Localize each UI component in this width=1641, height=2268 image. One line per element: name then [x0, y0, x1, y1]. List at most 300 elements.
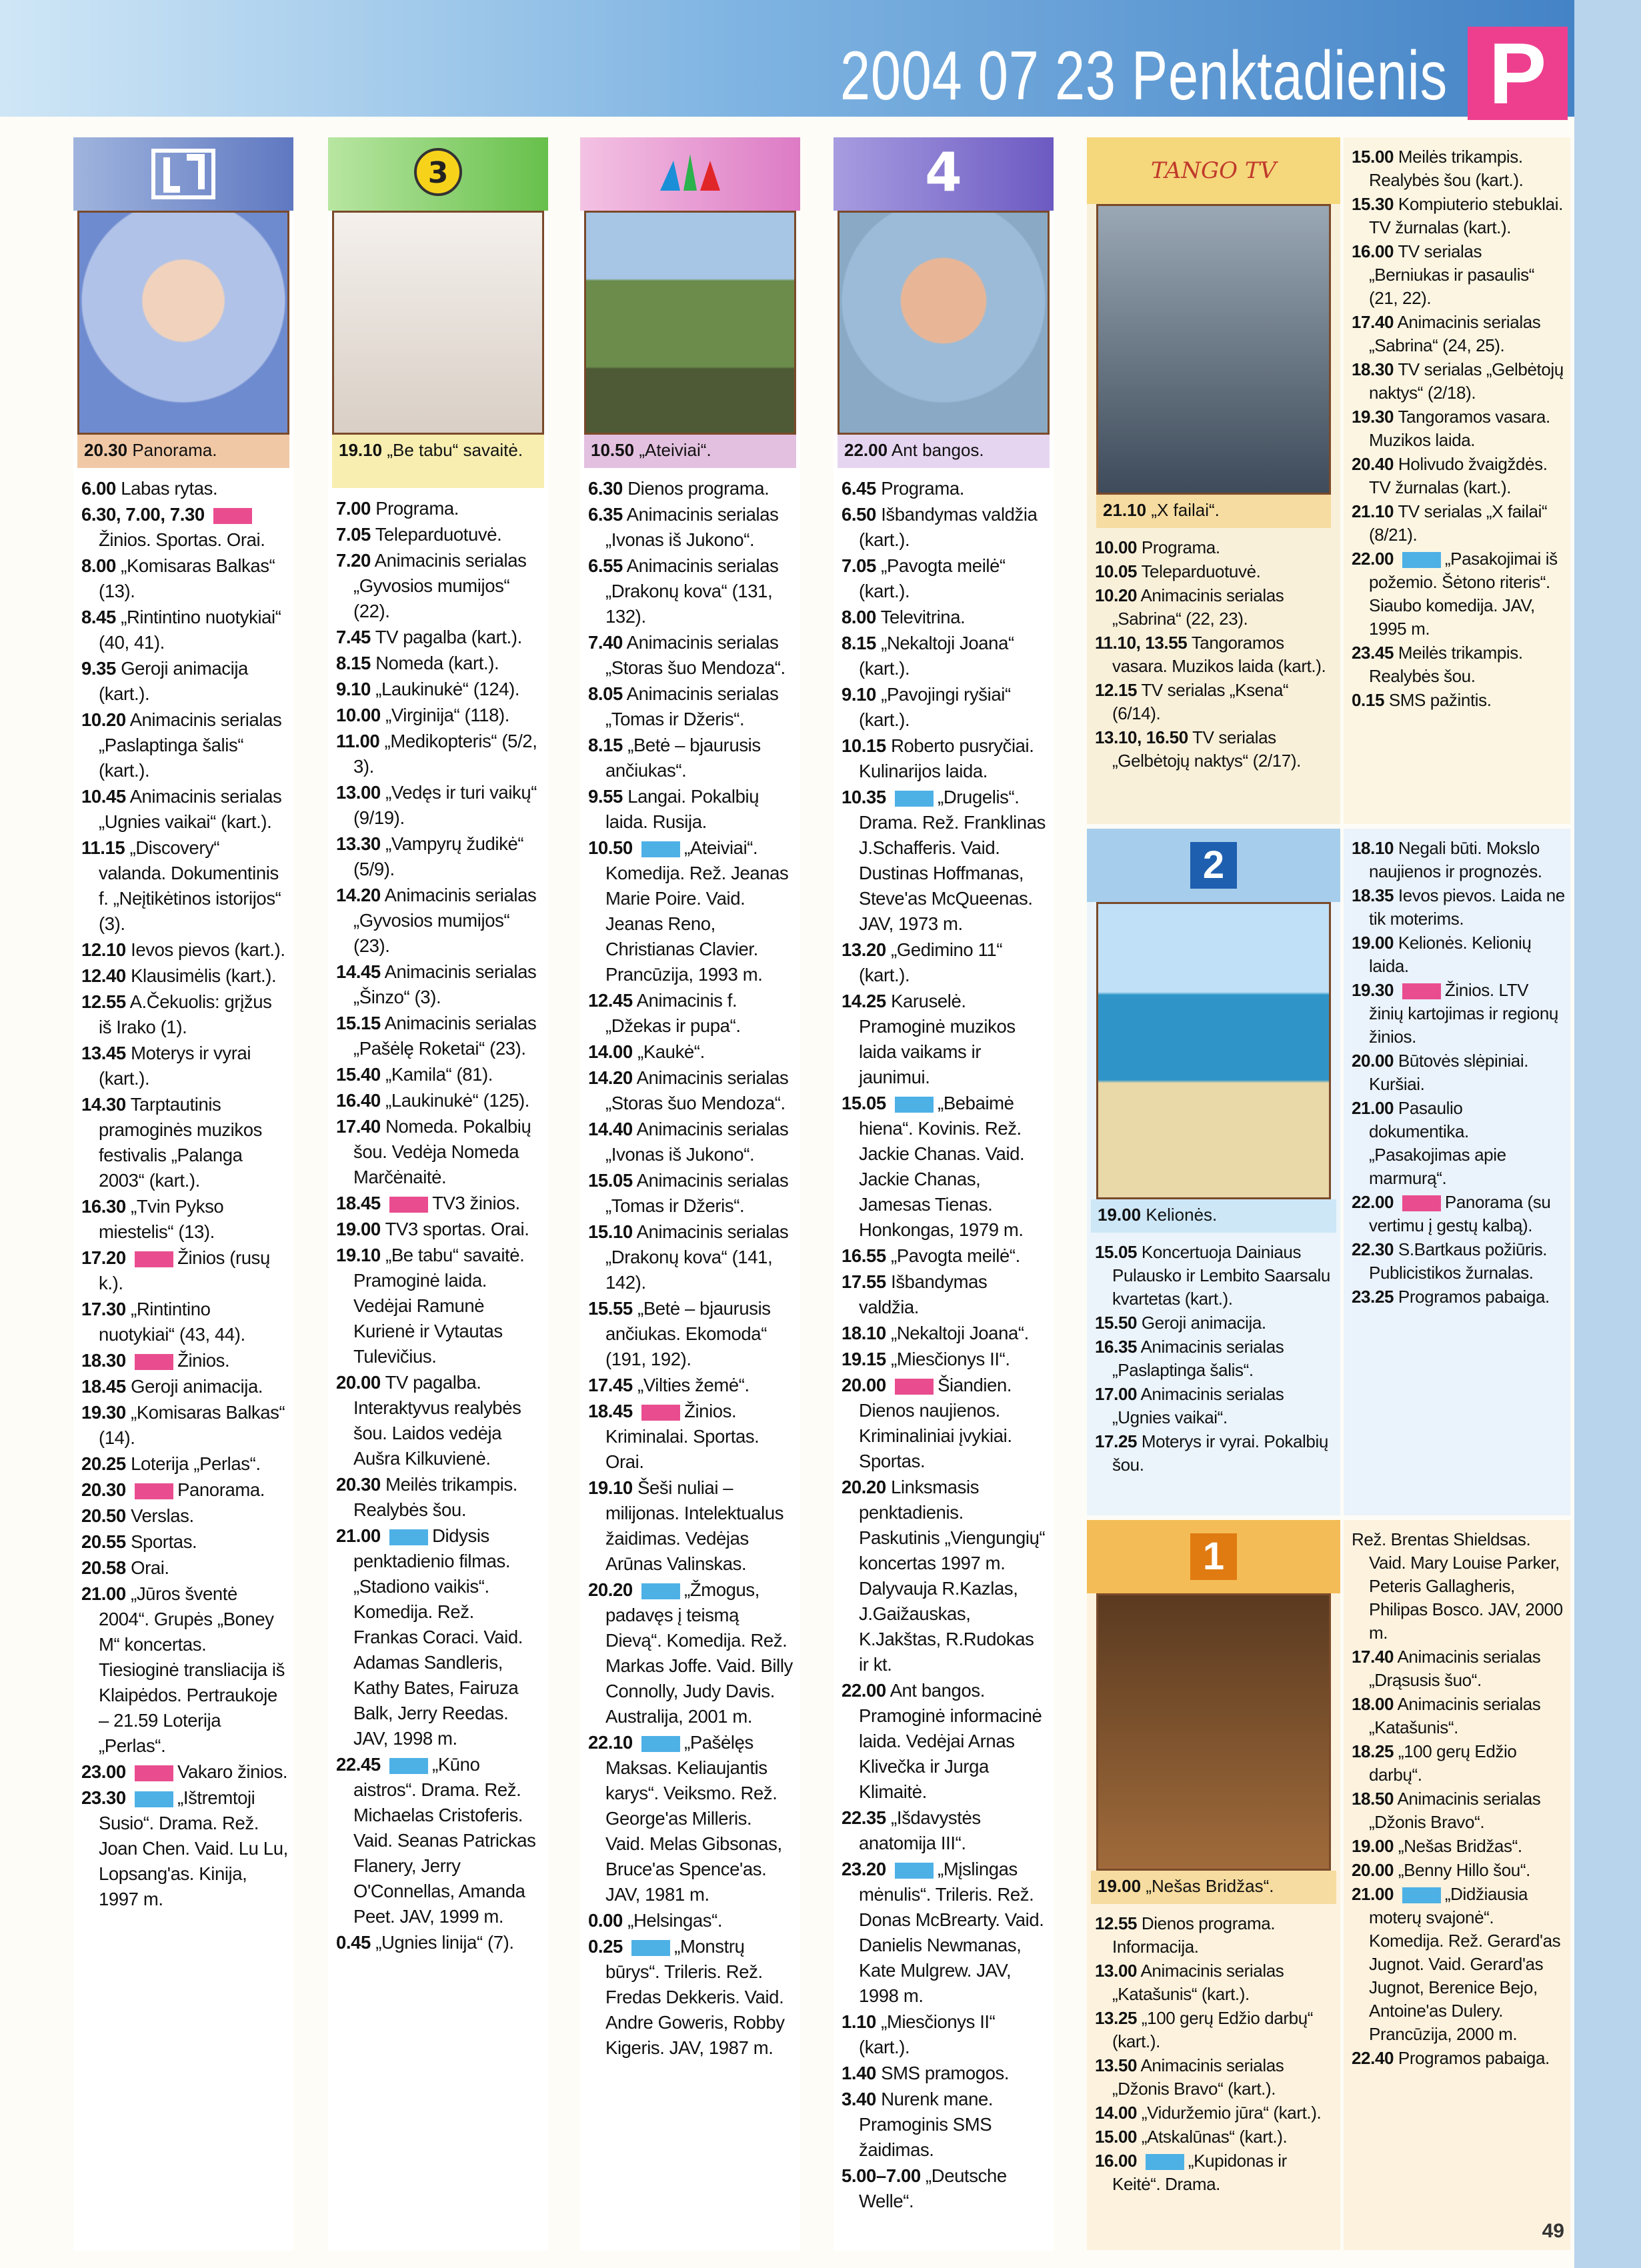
programme-entry — [1352, 1528, 1565, 1645]
programme-entry — [842, 2061, 1048, 2086]
programme-entry — [842, 1475, 1048, 1677]
show-photo — [332, 211, 544, 435]
programme-time: 10.20 — [81, 709, 126, 730]
news-badge-icon — [135, 1765, 173, 1781]
tv3-logo — [328, 137, 548, 211]
programme-entry — [336, 1088, 543, 1113]
programme-time: 12.15 — [1095, 680, 1138, 700]
programme-entry — [842, 1347, 1048, 1372]
programme-title: „Didžiausia moterų svajonė“. Komedija. Rež. Gerard'as Jugnot. Vaid. Gerard'as Jugnot, Berenice Bejo, Antoine'as Dulery. Prancūzija, 2000 m. — [1369, 1884, 1561, 2044]
programme-time: 6.35 — [588, 504, 623, 525]
programme-time: 18.35 — [1352, 885, 1394, 905]
schedule-list — [580, 468, 800, 2061]
programme-title: Roberto pusryčiai. Kulinarijos laida. — [859, 735, 1034, 781]
programme-title: TV pagalba. Interaktyvus realybės šou. Laidos vedėja Aušra Kilkuvienė. — [353, 1372, 521, 1469]
schedule-list — [1344, 137, 1570, 712]
programme-time: 18.45 — [81, 1376, 126, 1397]
programme-entry — [1352, 979, 1565, 1049]
programme-time: 20.25 — [81, 1453, 126, 1474]
programme-title: Programa. — [375, 498, 459, 519]
programme-entry — [81, 835, 288, 937]
programme-entry — [336, 729, 543, 779]
programme-title: Moterys ir vyrai (kart.). — [99, 1043, 251, 1089]
programme-entry — [842, 1321, 1048, 1346]
programme-time: 18.10 — [1352, 838, 1394, 858]
programme-time: 15.00 — [1095, 2127, 1138, 2147]
programme-time: 0.25 — [588, 1936, 623, 1957]
programme-time: 19.30 — [1352, 980, 1394, 1000]
programme-time: 14.00 — [1095, 2103, 1138, 2123]
svg-text:4: 4 — [925, 144, 962, 203]
programme-time: 16.35 — [1095, 1337, 1138, 1357]
programme-time: 6.30 — [588, 478, 623, 499]
programme-entry — [336, 1472, 543, 1523]
programme-entry — [842, 2163, 1048, 2214]
programme-title: „Nekaltoji Joana“. — [891, 1323, 1029, 1343]
programme-entry — [1095, 2101, 1335, 2125]
programme-title: TV serialas „Gelbėtojų naktys“ (2/17). — [1112, 727, 1301, 771]
programme-time: 18.10 — [842, 1323, 886, 1343]
film-badge-icon — [1146, 2154, 1184, 2170]
show-photo — [1096, 204, 1331, 495]
programme-title: „Vampyrų žudikė“ (5/9). — [353, 833, 524, 879]
programme-entry — [1352, 931, 1565, 978]
programme-time: 9.55 — [588, 786, 623, 807]
programme-entry — [81, 1348, 288, 1373]
programme-time: 18.45 — [588, 1401, 633, 1421]
programme-title: TV3 žinios. — [432, 1193, 520, 1213]
channel-box-tango-continued — [1344, 137, 1570, 824]
programme-entry — [81, 1555, 288, 1581]
programme-title: Ant bangos. Pramoginė informacinė laida. Vedėjai Arnas Klivečka ir Jurga Klimaitė. — [859, 1680, 1042, 1802]
programme-entry — [1352, 1645, 1565, 1692]
programme-time: 0.45 — [336, 1932, 371, 1953]
programme-title: Nomeda. Pokalbių šou. Vedėja Nomeda Marčėnaitė. — [353, 1116, 531, 1187]
programme-time: 20.30 — [81, 1479, 126, 1500]
programme-entry — [1095, 1241, 1335, 1311]
programme-title: Animacinis serialas „Ivonas iš Jukono“. — [605, 1119, 789, 1165]
programme-time: 12.10 — [81, 939, 126, 960]
programme-title: TV serialas „Gelbėtojų naktys“ (2/18). — [1369, 359, 1564, 403]
programme-time: 20.55 — [81, 1531, 126, 1552]
programme-title: Tangoramos vasara. Muzikos laida (kart.). — [1112, 633, 1326, 676]
programme-entry — [842, 682, 1048, 733]
programme-entry — [336, 522, 543, 547]
programme-title: Žinios. Kriminalai. Sportas. Orai. — [605, 1401, 759, 1472]
programme-title: S.Bartkaus požiūris. Publicistikos žurnalas. — [1369, 1239, 1548, 1283]
programme-title: Nomeda (kart.). — [375, 653, 499, 673]
programme-time: 20.58 — [81, 1557, 126, 1578]
programme-entry — [1352, 500, 1565, 547]
programme-entry — [842, 605, 1048, 630]
programme-entry — [81, 1194, 288, 1245]
programme-title: „Vilties žemė“. — [637, 1375, 749, 1395]
film-badge-icon — [1402, 1887, 1441, 1903]
programme-title: Loterija „Perlas“. — [131, 1453, 261, 1474]
programme-entry — [842, 1678, 1048, 1805]
programme-entry — [1352, 1835, 1565, 1858]
programme-title: Negali būti. Mokslo naujienos ir prognozės. — [1369, 838, 1542, 881]
programme-title: Kelionės. Kelionių laida. — [1369, 933, 1532, 976]
programme-entry — [588, 476, 795, 501]
programme-time: 8.45 — [81, 607, 116, 627]
programme-time: 15.30 — [1352, 194, 1394, 214]
programme-time: 22.10 — [588, 1732, 633, 1753]
programme-title: „Žmogus, padavęs į teismą Dievą“. Komedija. Rež. Markas Joffe. Vaid. Billy Connolly, Judy Davis. Australija, 2001 m. — [605, 1579, 793, 1727]
programme-title: Vakaro žinios. — [177, 1761, 288, 1782]
programme-entry — [1352, 1049, 1565, 1096]
film-badge-icon — [895, 1097, 934, 1113]
programme-entry — [588, 1168, 795, 1219]
programme-entry — [1352, 1191, 1565, 1237]
schedule-list — [1087, 528, 1340, 773]
programme-time: 17.40 — [1352, 1647, 1394, 1667]
programme-time: 8.00 — [842, 607, 876, 627]
programme-time: 21.00 — [1352, 1884, 1394, 1904]
programme-title: „Kamila“ (81). — [385, 1064, 493, 1085]
programme-entry — [842, 733, 1048, 784]
programme-title: Šeši nuliai – milijonas. Intelektualus žaidimas. Vedėjas Arūnas Valinskas. — [605, 1477, 784, 1574]
programme-entry — [81, 553, 288, 604]
programme-entry — [336, 703, 543, 728]
programme-time: 22.45 — [336, 1754, 381, 1775]
programme-title: Langai. Pokalbių laida. Rusija. — [605, 786, 759, 832]
day-letter-badge: P — [1468, 27, 1568, 120]
programme-time: 21.00 — [81, 1583, 126, 1604]
programme-title: Moterys ir vyrai. Pokalbių šou. — [1112, 1431, 1328, 1475]
programme-time: 20.40 — [1352, 454, 1394, 474]
photo-caption: 10.50 „Ateiviai“. — [584, 435, 796, 468]
programme-title: Animacinis serialas „Gyvosios mumijos“ (23). — [353, 885, 537, 956]
programme-entry — [1095, 2007, 1335, 2053]
channel-box-ltv2-continued — [1344, 829, 1570, 1515]
programme-entry — [81, 1297, 288, 1347]
news-badge-icon — [135, 1483, 173, 1499]
programme-entry — [336, 1523, 543, 1751]
programme-entry — [1095, 2125, 1335, 2149]
channel-column-tv3 — [328, 137, 548, 2251]
programme-title: Animacinis serialas „Katašunis“. — [1369, 1694, 1541, 1737]
programme-entry — [1352, 145, 1565, 192]
programme-time: 22.30 — [1352, 1239, 1394, 1259]
programme-time: 14.20 — [336, 885, 381, 905]
programme-title: „Atskalūnas“ (kart.). — [1141, 2127, 1288, 2147]
programme-title: SMS pažintis. — [1388, 690, 1492, 710]
programme-time: 9.10 — [842, 684, 876, 705]
programme-title: „Miesčionys II“ (kart.). — [859, 2011, 996, 2057]
programme-entry — [1095, 631, 1335, 678]
programme-entry — [81, 937, 288, 963]
programme-title: Animacinis serialas „Drakonų kova“ (131, 132). — [605, 555, 779, 627]
programme-time: 20.00 — [1352, 1051, 1394, 1071]
film-badge-icon — [895, 791, 934, 807]
programme-title: Animacinis serialas „Tomas ir Džeris“. — [605, 683, 779, 729]
schedule-list — [1087, 1904, 1340, 2196]
programme-title: „Medikopteris“ (5/2, 3). — [353, 731, 537, 777]
programme-entry — [1352, 1238, 1565, 1285]
programme-entry — [842, 502, 1048, 553]
programme-time: 3.40 — [842, 2089, 876, 2109]
programme-title: „Pavojingi ryšiai“ (kart.). — [859, 684, 1011, 730]
programme-title: Kompiuterio stebuklai. TV žurnalas (kart.). — [1369, 194, 1563, 237]
programme-time: 15.05 — [842, 1093, 886, 1113]
news-badge-icon — [135, 1251, 173, 1267]
programme-time: 8.05 — [588, 683, 623, 704]
programme-time: 1.40 — [842, 2063, 876, 2083]
programme-time: 12.45 — [588, 990, 633, 1011]
photo-caption: 21.10 „X failai“. — [1096, 495, 1331, 528]
programme-time: 13.45 — [81, 1043, 126, 1063]
programme-title: „Komisaras Balkas“ (13). — [99, 555, 275, 601]
news-badge-icon — [641, 1405, 680, 1421]
programme-time: 20.20 — [588, 1579, 633, 1600]
programme-time: 15.55 — [588, 1298, 633, 1319]
programme-time: 0.15 — [1352, 690, 1385, 710]
programme-title: „Laukinukė“ (124). — [375, 679, 520, 699]
programme-entry — [81, 1503, 288, 1529]
programme-time: 19.30 — [1352, 407, 1394, 427]
programme-entry — [336, 831, 543, 882]
programme-time: 19.10 — [336, 1245, 381, 1265]
programme-time: 11.15 — [81, 837, 125, 858]
programme-time: 14.40 — [588, 1119, 633, 1139]
programme-entry — [842, 553, 1048, 604]
programme-entry — [1352, 405, 1565, 452]
programme-entry — [588, 1577, 795, 1729]
travel-photo — [1096, 902, 1331, 1199]
programme-title: Žinios. LTV žinių kartojimas ir regionų žinios. — [1369, 980, 1558, 1047]
programme-title: Animacinis serialas „Ugnies vaikai“ (kart.). — [99, 786, 282, 832]
programme-time: 15.00 — [1352, 147, 1394, 167]
programme-title: „Komisaras Balkas“ (14). — [99, 1402, 285, 1448]
programme-time: 7.05 — [336, 524, 371, 545]
programme-entry — [842, 1805, 1048, 1856]
page-title: 2004 07 23 Penktadienis — [840, 37, 1448, 115]
programme-entry — [81, 1092, 288, 1193]
programme-entry — [336, 677, 543, 702]
programme-entry — [1095, 584, 1335, 631]
programme-title: Panorama. — [177, 1479, 265, 1500]
programme-time: 23.30 — [81, 1787, 126, 1808]
programme-title: „Be tabu“ savaitė. Pramoginė laida. Vedėjai Ramunė Kurienė ir Vytautas Tulevičius. — [353, 1245, 525, 1367]
programme-time: 1.10 — [842, 2011, 876, 2032]
programme-time: 16.40 — [336, 1090, 381, 1111]
programme-title: „Helsingas“. — [627, 1910, 723, 1931]
programme-entry — [1352, 311, 1565, 357]
programme-title: Geroji animacija. — [1141, 1313, 1266, 1333]
programme-entry — [1095, 1335, 1335, 1382]
programme-time: 13.00 — [336, 782, 381, 803]
programme-time: 19.00 — [1352, 933, 1394, 953]
schedule-list — [1344, 829, 1570, 1309]
programme-entry — [81, 989, 288, 1040]
programme-title: Animacinis serialas „Tomas ir Džeris“. — [605, 1170, 789, 1216]
news-badge-icon — [213, 508, 252, 524]
channel-column-ltv — [73, 137, 293, 2251]
programme-time: 10.45 — [81, 786, 126, 807]
programme-title: „100 gerų Edžio darbų“ (kart.). — [1112, 2008, 1314, 2051]
programme-title: Išbandymas valdžia. — [859, 1271, 988, 1317]
programme-time: 17.45 — [588, 1375, 633, 1395]
programme-entry — [1095, 1383, 1335, 1429]
programme-time: 13.25 — [1095, 2008, 1138, 2028]
programme-title: Pasaulio dokumentika. „Pasakojimas apie marmurą“. — [1369, 1098, 1506, 1188]
programme-title: Būtovės slėpiniai. Kuršiai. — [1369, 1051, 1529, 1094]
programme-title: „Betė – bjaurusis ančiukas. Ekomoda“ (191, 192). — [605, 1298, 771, 1369]
programme-entry — [1352, 884, 1565, 931]
programme-entry — [1352, 1285, 1565, 1309]
programme-time: 19.15 — [842, 1349, 886, 1369]
programme-title: Labas rytas. — [121, 478, 218, 499]
programme-entry — [81, 1451, 288, 1477]
programme-title: „Pavogta meilė“. — [891, 1245, 1020, 1266]
film-badge-icon — [389, 1529, 428, 1545]
programme-time: 16.30 — [81, 1196, 126, 1217]
programme-time: 16.55 — [842, 1245, 886, 1266]
programme-entry — [1352, 2047, 1565, 2070]
programme-entry — [336, 959, 543, 1010]
programme-title: Dienos programa. Informacija. — [1112, 1913, 1276, 1957]
programme-title: Tangoramos vasara. Muzikos laida. — [1369, 407, 1550, 450]
programme-entry — [336, 1217, 543, 1242]
svg-text:3: 3 — [427, 156, 449, 190]
programme-title: Nurenk mane. Pramoginis SMS žaidimas. — [859, 2089, 994, 2160]
programme-title: Programos pabaiga. — [1398, 1287, 1550, 1307]
programme-entry — [1095, 679, 1335, 725]
programme-title: Karuselė. Pramoginė muzikos laida vaikams ir jaunimui. — [859, 991, 1016, 1087]
programme-entry — [1352, 689, 1565, 712]
news-badge-icon — [1402, 983, 1441, 999]
programme-time: 14.30 — [81, 1094, 126, 1115]
programme-time: 18.30 — [1352, 359, 1394, 379]
programme-entry — [81, 605, 288, 655]
programme-title: „Ugnies linija“ (7). — [375, 1932, 514, 1953]
programme-entry — [81, 1529, 288, 1555]
programme-entry — [336, 1370, 543, 1471]
programme-title: „Ištremtoji Susio“. Drama. Rež. Joan Chen. Vaid. Lu Lu, Lopsang'as. Kinija, 1997 m. — [99, 1787, 288, 1909]
programme-entry — [1095, 1959, 1335, 2006]
programme-entry — [588, 1219, 795, 1295]
programme-title: Verslas. — [131, 1505, 194, 1526]
programme-time: 15.05 — [1095, 1242, 1138, 1262]
programme-title: Žinios. — [177, 1350, 230, 1371]
programme-entry — [81, 656, 288, 707]
film-badge-icon — [135, 1791, 173, 1807]
programme-time: 20.00 — [1352, 1860, 1394, 1880]
schedule-list — [1344, 1520, 1570, 2070]
programme-title: „Nešas Bridžas“. — [1398, 1836, 1522, 1856]
programme-title: Animacinis serialas „Džonis Bravo“ (kart.). — [1112, 2055, 1284, 2099]
lnk-logo — [580, 137, 800, 211]
programme-time: 12.55 — [81, 991, 126, 1012]
programme-time: 21.00 — [336, 1525, 381, 1546]
programme-entry — [336, 1114, 543, 1190]
programme-time: 22.35 — [842, 1807, 886, 1828]
programme-time: 14.00 — [588, 1041, 633, 1062]
programme-time: 18.50 — [1352, 1789, 1394, 1809]
programme-title: „Nekaltoji Joana“ (kart.). — [859, 633, 1014, 679]
programme-time: 6.45 — [842, 478, 876, 499]
film-badge-icon — [389, 1758, 428, 1774]
programme-title: Animacinis serialas „Ugnies vaikai“. — [1112, 1384, 1284, 1427]
channel-column-lnk — [580, 137, 800, 2251]
programme-time: 15.10 — [588, 1221, 633, 1242]
programme-time: 12.55 — [1095, 1913, 1138, 1933]
programme-entry — [81, 1374, 288, 1399]
programme-title: Animacinis serialas „Sabrina“ (22, 23). — [1112, 585, 1284, 629]
programme-title: Ievos pievos (kart.). — [131, 939, 285, 960]
programme-entry — [336, 1243, 543, 1369]
programme-entry — [588, 630, 795, 681]
programme-entry — [336, 496, 543, 521]
programme-title: „Viduržemio jūra“ (kart.). — [1141, 2103, 1322, 2123]
programme-time: 14.20 — [588, 1067, 633, 1088]
programme-entry — [336, 883, 543, 959]
programme-time: 20.30 — [336, 1474, 381, 1495]
programme-title: TV3 sportas. Orai. — [385, 1219, 529, 1239]
programme-time: 13.30 — [336, 833, 381, 854]
programme-time: 5.00–7.00 — [842, 2165, 921, 2186]
programme-title: „Vedęs ir turi vaikų“ (9/19). — [353, 782, 537, 828]
programme-entry — [81, 963, 288, 989]
programme-title: Sportas. — [131, 1531, 197, 1552]
photo-caption: 20.30 Panorama. — [77, 435, 289, 468]
programme-title: Televitrina. — [880, 607, 966, 627]
programme-entry — [81, 1400, 288, 1451]
programme-title: „Pašėlęs Maksas. Keliaujantis karys“. Veiksmo. Rež. George'as Milleris. Vaid. Melas Gibsonas, Bruce'as Spence'as. JAV, 1981 m. — [605, 1732, 782, 1905]
programme-entry — [81, 1477, 288, 1503]
ltv-logo — [73, 137, 293, 211]
programme-time: 6.00 — [81, 478, 116, 499]
photo-caption: 22.00 Ant bangos. — [838, 435, 1050, 468]
programme-entry — [842, 785, 1048, 937]
programme-title: Panorama (su vertimu į gestų kalbą). — [1369, 1192, 1551, 1235]
film-badge-icon — [1402, 552, 1441, 568]
programme-time: 18.25 — [1352, 1741, 1394, 1761]
programme-time: 22.40 — [1352, 2048, 1394, 2068]
programme-time: 8.15 — [336, 653, 371, 673]
programme-title: „Benny Hillo šou“. — [1398, 1860, 1530, 1880]
film-badge-icon — [895, 1863, 934, 1879]
programme-entry — [81, 784, 288, 835]
programme-title: „100 gerų Edžio darbų“. — [1369, 1741, 1517, 1785]
programme-time: 13.00 — [1095, 1961, 1138, 1981]
film-badge-icon — [631, 1940, 670, 1956]
programme-entry — [588, 1908, 795, 1933]
schedule-list — [328, 488, 548, 1955]
programme-entry — [81, 1245, 288, 1296]
programme-title: „Drugelis“. Drama. Rež. Franklinas J.Schafferis. Vaid. Dustinas Hoffmanas, Steve'as McQueenas. JAV, 1973 m. — [859, 787, 1046, 934]
programme-title: Geroji animacija. — [131, 1376, 263, 1397]
film-badge-icon — [641, 1736, 680, 1752]
programme-time: 22.00 — [1352, 1192, 1394, 1212]
programme-title: Meilės trikampis. Realybės šou (kart.). — [1369, 147, 1524, 190]
programme-title: A.Čekuolis: grįžus iš Irako (1). — [99, 991, 272, 1037]
programme-time: 16.00 — [1352, 241, 1394, 261]
programme-entry — [842, 1091, 1048, 1243]
programme-title: Koncertuoja Dainiaus Pulausko ir Lembito Saarsalu kvartetas (kart.). — [1112, 1242, 1330, 1309]
news-badge-icon — [389, 1197, 428, 1213]
programme-time: 21.10 — [1352, 501, 1394, 521]
programme-title: „Virginija“ (118). — [385, 705, 509, 725]
programme-title: „Laukinukė“ (125). — [385, 1090, 530, 1111]
programme-title: „Išdavystės anatomija III“. — [859, 1807, 981, 1853]
programme-title: Išbandymas valdžia (kart.). — [859, 504, 1038, 550]
programme-title: Programa. — [881, 478, 964, 499]
programme-entry — [588, 1934, 795, 2061]
programme-entry — [1352, 1693, 1565, 1739]
programme-time: 10.00 — [1095, 537, 1138, 557]
